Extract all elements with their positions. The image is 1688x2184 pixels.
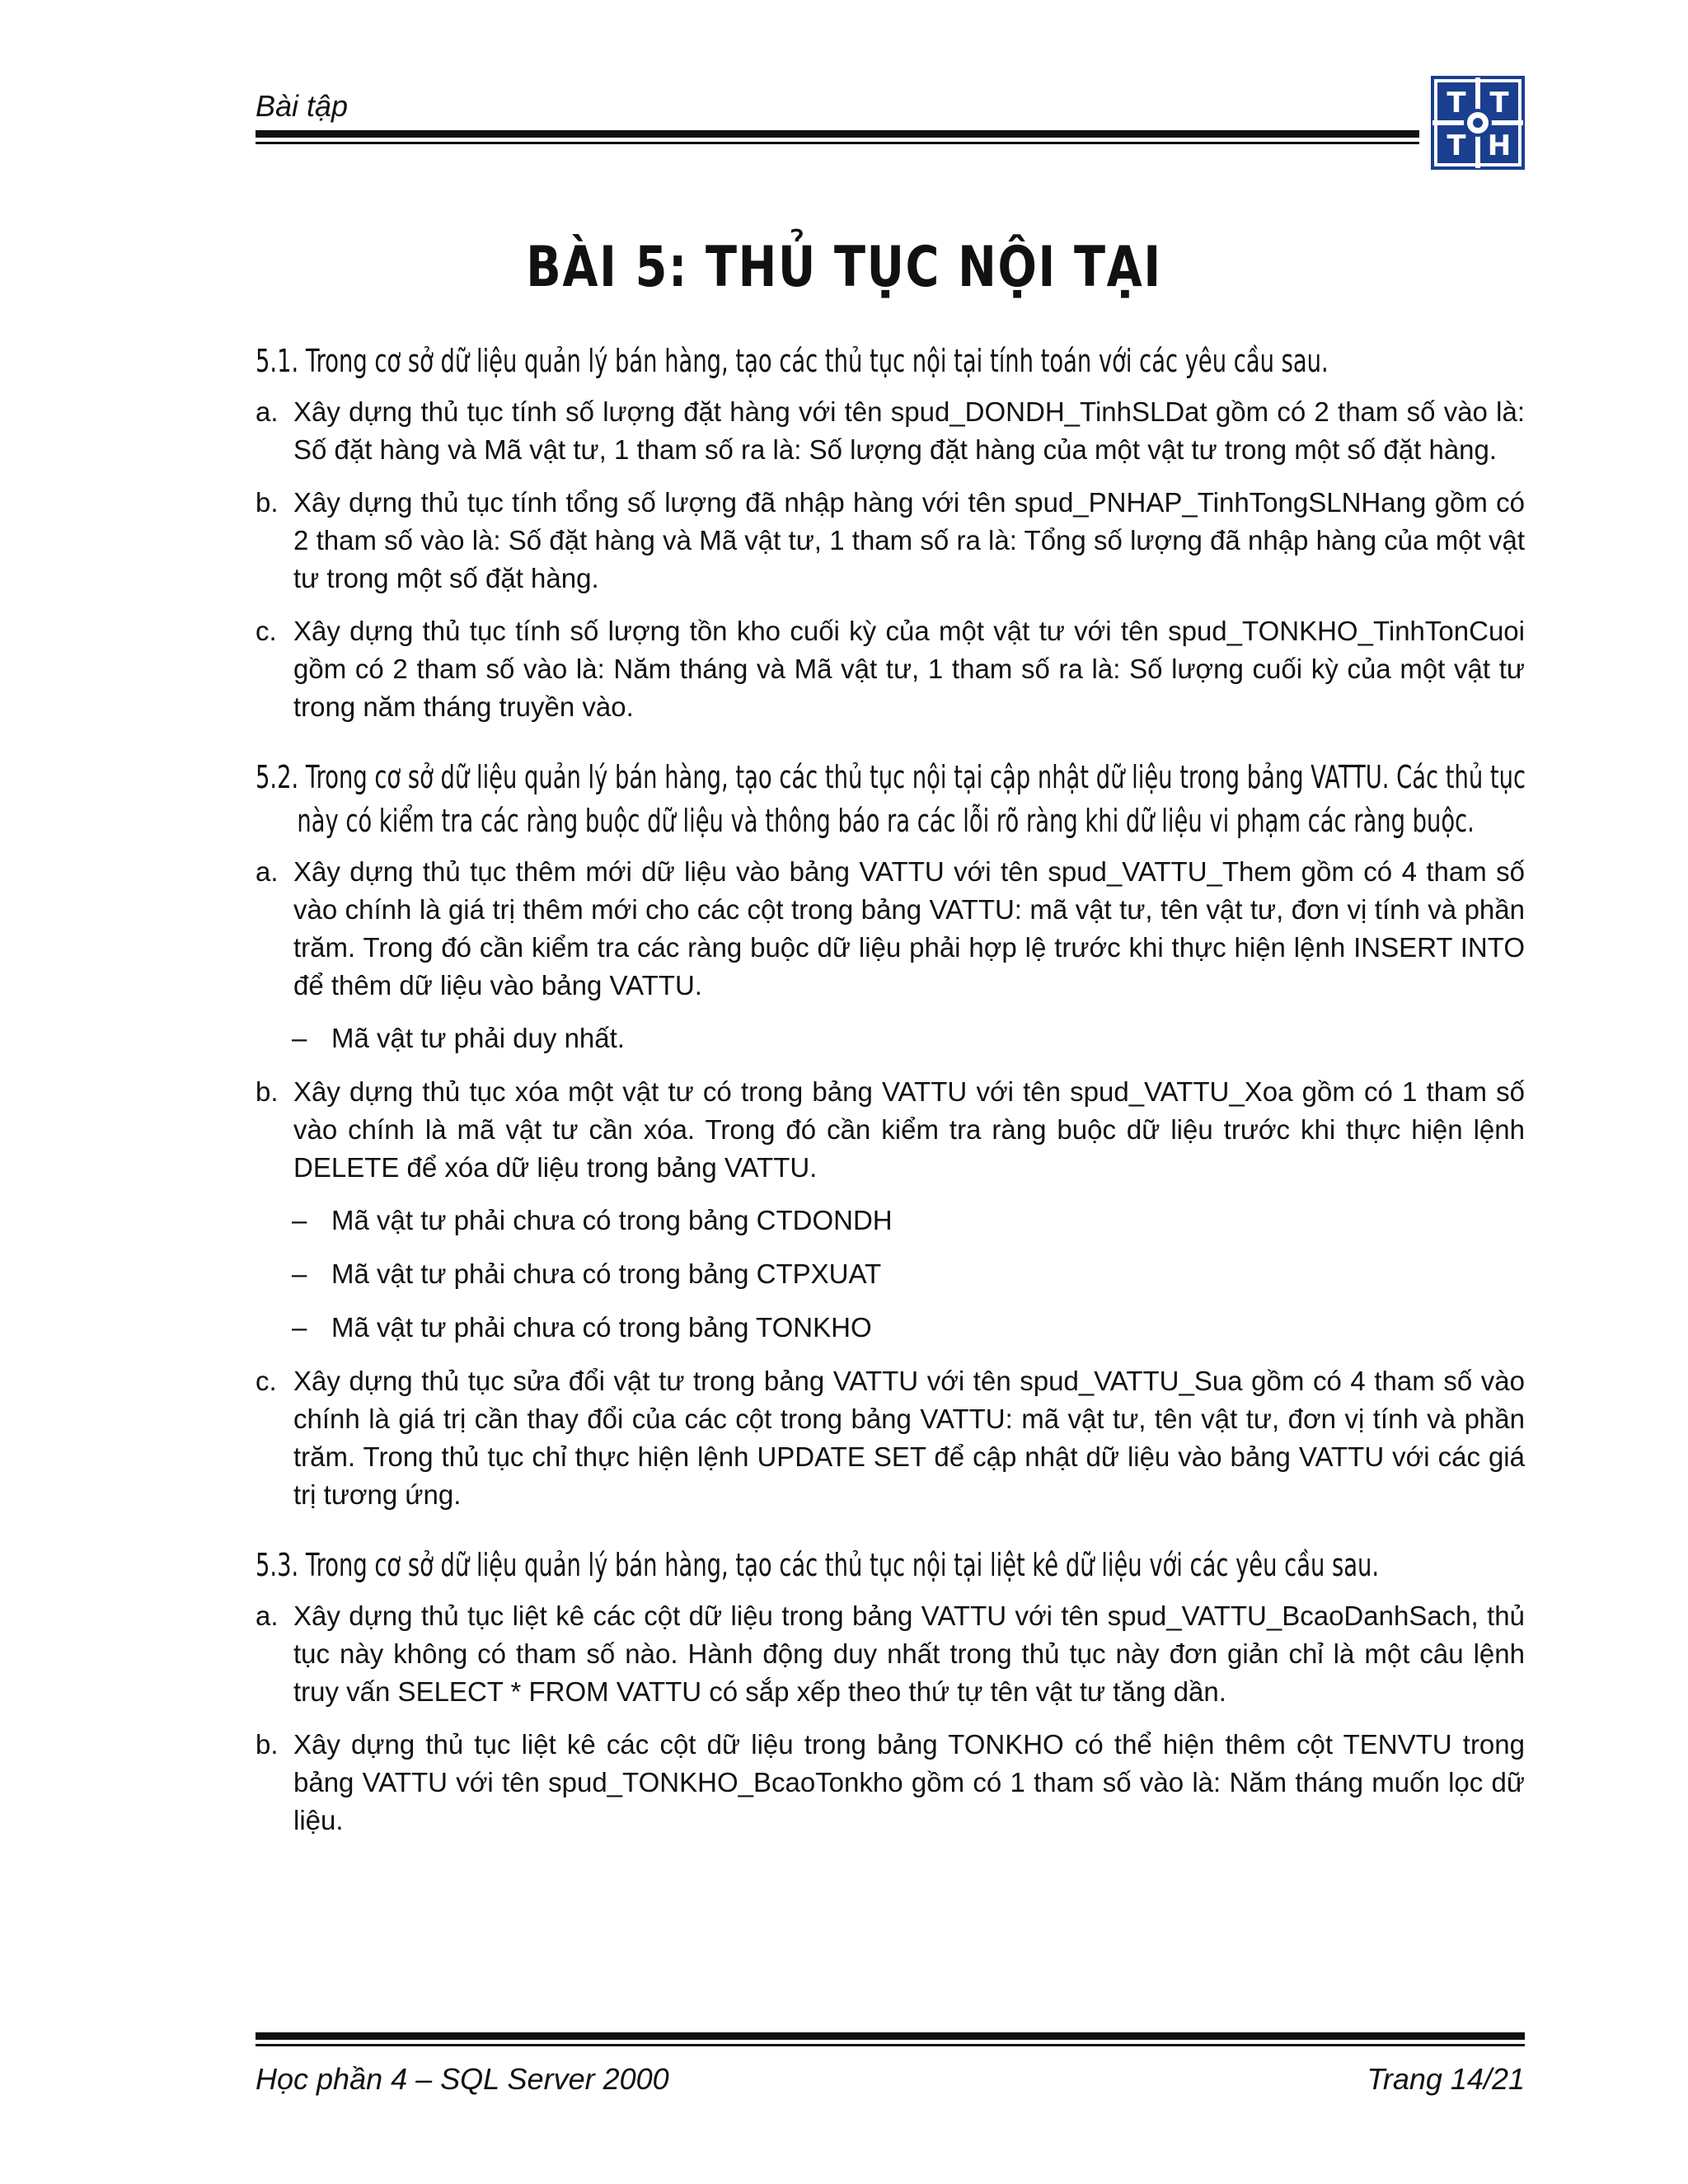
bullet-text: Mã vật tư phải duy nhất.	[331, 1023, 625, 1053]
logo-letter: T	[1489, 87, 1509, 120]
list-item	[256, 393, 1525, 469]
item-text: Xây dựng thủ tục tính tổng số lượng đã nhập hàng với tên spud_PNHAP_TinhTongSLNHang gồm có 2 tham số vào là: Số đặt hàng và Mã vật tư, 1 tham số ra là: Tổng số lượng đã nhập hàng của một vật tư trong một số đặt hàng.	[293, 487, 1525, 593]
header-label: Bài tập	[256, 89, 349, 123]
item-text: Xây dựng thủ tục xóa một vật tư có trong bảng VATTU với tên spud_VATTU_Xoa gồm có 1 tham số vào chính là mã vật tư cần xóa. Trong đó cần kiểm tra ràng buộc dữ liệu trước khi thực hiện lệnh DELETE để xóa dữ liệu trong bảng VATTU.	[293, 1076, 1525, 1183]
bullet-text: Mã vật tư phải chưa có trong bảng TONKHO	[331, 1312, 872, 1343]
item-text: Xây dựng thủ tục sửa đổi vật tư trong bảng VATTU với tên spud_VATTU_Sua gồm có 4 tham số vào chính là giá trị cần thay đổi của các cột trong bảng VATTU: mã vật tư, tên vật tư, đơn vị tính và phần trăm. Trong thủ tục chỉ thực hiện lệnh UPDATE SET để cập nhật dữ liệu vào bảng VATTU với các giá trị tương ứng.	[293, 1366, 1525, 1510]
item-marker: b.	[256, 487, 279, 518]
exercise-content	[256, 340, 1525, 1854]
list-item	[256, 484, 1525, 598]
section-heading: 5.2. Trong cơ sở dữ liệu quản lý bán hàng, tạo các thủ tục nội tại cập nhật dữ liệu trong bảng VATTU. Các thủ tục này có kiểm tra các ràng buộc dữ liệu và thông báo ra các lỗi rõ ràng khi dữ liệu vi phạm các ràng buộc.	[256, 759, 1526, 839]
item-marker: a.	[256, 1601, 279, 1631]
item-marker: c.	[256, 1366, 277, 1396]
bullet-text: Mã vật tư phải chưa có trong bảng CTPXUAT	[331, 1258, 882, 1289]
footer-course: Học phần 4 – SQL Server 2000	[256, 2062, 669, 2096]
bullet-item	[256, 1309, 1525, 1347]
page-title: BÀI 5: THỦ TỤC NỘI TẠI	[526, 235, 1162, 300]
item-marker: b.	[256, 1729, 279, 1760]
item-marker: a.	[256, 396, 279, 427]
list-item	[256, 853, 1525, 1005]
item-marker: a.	[256, 856, 279, 887]
list-item	[256, 1726, 1525, 1840]
item-text: Xây dựng thủ tục thêm mới dữ liệu vào bảng VATTU với tên spud_VATTU_Them gồm có 4 tham số vào chính là giá trị thêm mới cho các cột trong bảng VATTU: mã vật tư, tên vật tư, đơn vị tính và phần trăm. Trong đó cần kiểm tra các ràng buộc dữ liệu phải hợp lệ trước khi thực hiện lệnh INSERT INTO để thêm dữ liệu vào bảng VATTU.	[293, 856, 1525, 1001]
logo-letter: T	[1447, 129, 1466, 162]
ttth-logo-icon	[1431, 76, 1525, 170]
logo-letter: T	[1447, 87, 1466, 120]
item-text: Xây dựng thủ tục liệt kê các cột dữ liệu trong bảng TONKHO có thể hiện thêm cột TENVTU trong bảng VATTU với tên spud_TONKHO_BcaoTonkho gồm có 1 tham số vào là: Năm tháng muốn lọc dữ liệu.	[293, 1729, 1525, 1835]
list-item	[256, 1073, 1525, 1187]
dash-marker: –	[292, 1205, 307, 1235]
logo-letter: H	[1487, 129, 1512, 162]
list-item	[256, 1597, 1525, 1711]
item-marker: b.	[256, 1076, 279, 1107]
dash-marker: –	[292, 1312, 307, 1343]
item-text: Xây dựng thủ tục liệt kê các cột dữ liệu trong bảng VATTU với tên spud_VATTU_BcaoDanhSach, thủ tục này không có tham số nào. Hành động duy nhất trong thủ tục này đơn giản chỉ là một câu lệnh truy vấn SELECT * FROM VATTU có sắp xếp theo thứ tự tên vật tư tăng dần.	[293, 1601, 1525, 1707]
footer-rule-thin	[256, 2044, 1525, 2046]
bullet-item	[256, 1202, 1525, 1240]
footer-page-number: Trang 14/21	[1367, 2062, 1525, 2096]
item-text: Xây dựng thủ tục tính số lượng tồn kho cuối kỳ của một vật tư với tên spud_TONKHO_TinhTonCuoi gồm có 2 tham số vào là: Năm tháng và Mã vật tư, 1 tham số ra là: Số lượng cuối kỳ của một vật tư trong năm tháng truyền vào.	[293, 616, 1525, 722]
bullet-item	[256, 1019, 1525, 1057]
header-rule	[256, 130, 1419, 138]
item-text: Xây dựng thủ tục tính số lượng đặt hàng với tên spud_DONDH_TinhSLDat gồm có 2 tham số vào là: Số đặt hàng và Mã vật tư, 1 tham số ra là: Số lượng đặt hàng của một vật tư trong một số đặt hàng.	[293, 396, 1525, 465]
section-heading: 5.3. Trong cơ sở dữ liệu quản lý bán hàng, tạo các thủ tục nội tại liệt kê dữ liệu với các yêu cầu sau.	[256, 1547, 1380, 1583]
item-marker: c.	[256, 616, 277, 646]
bullet-item	[256, 1255, 1525, 1293]
bullet-text: Mã vật tư phải chưa có trong bảng CTDONDH	[331, 1205, 893, 1235]
list-item	[256, 1362, 1525, 1514]
dash-marker: –	[292, 1258, 307, 1289]
footer-rule	[256, 2032, 1525, 2040]
list-item	[256, 612, 1525, 726]
header-rule-thin	[256, 142, 1419, 144]
dash-marker: –	[292, 1023, 307, 1053]
section-heading: 5.1. Trong cơ sở dữ liệu quản lý bán hàng, tạo các thủ tục nội tại tính toán với các yêu cầu sau.	[256, 343, 1329, 379]
